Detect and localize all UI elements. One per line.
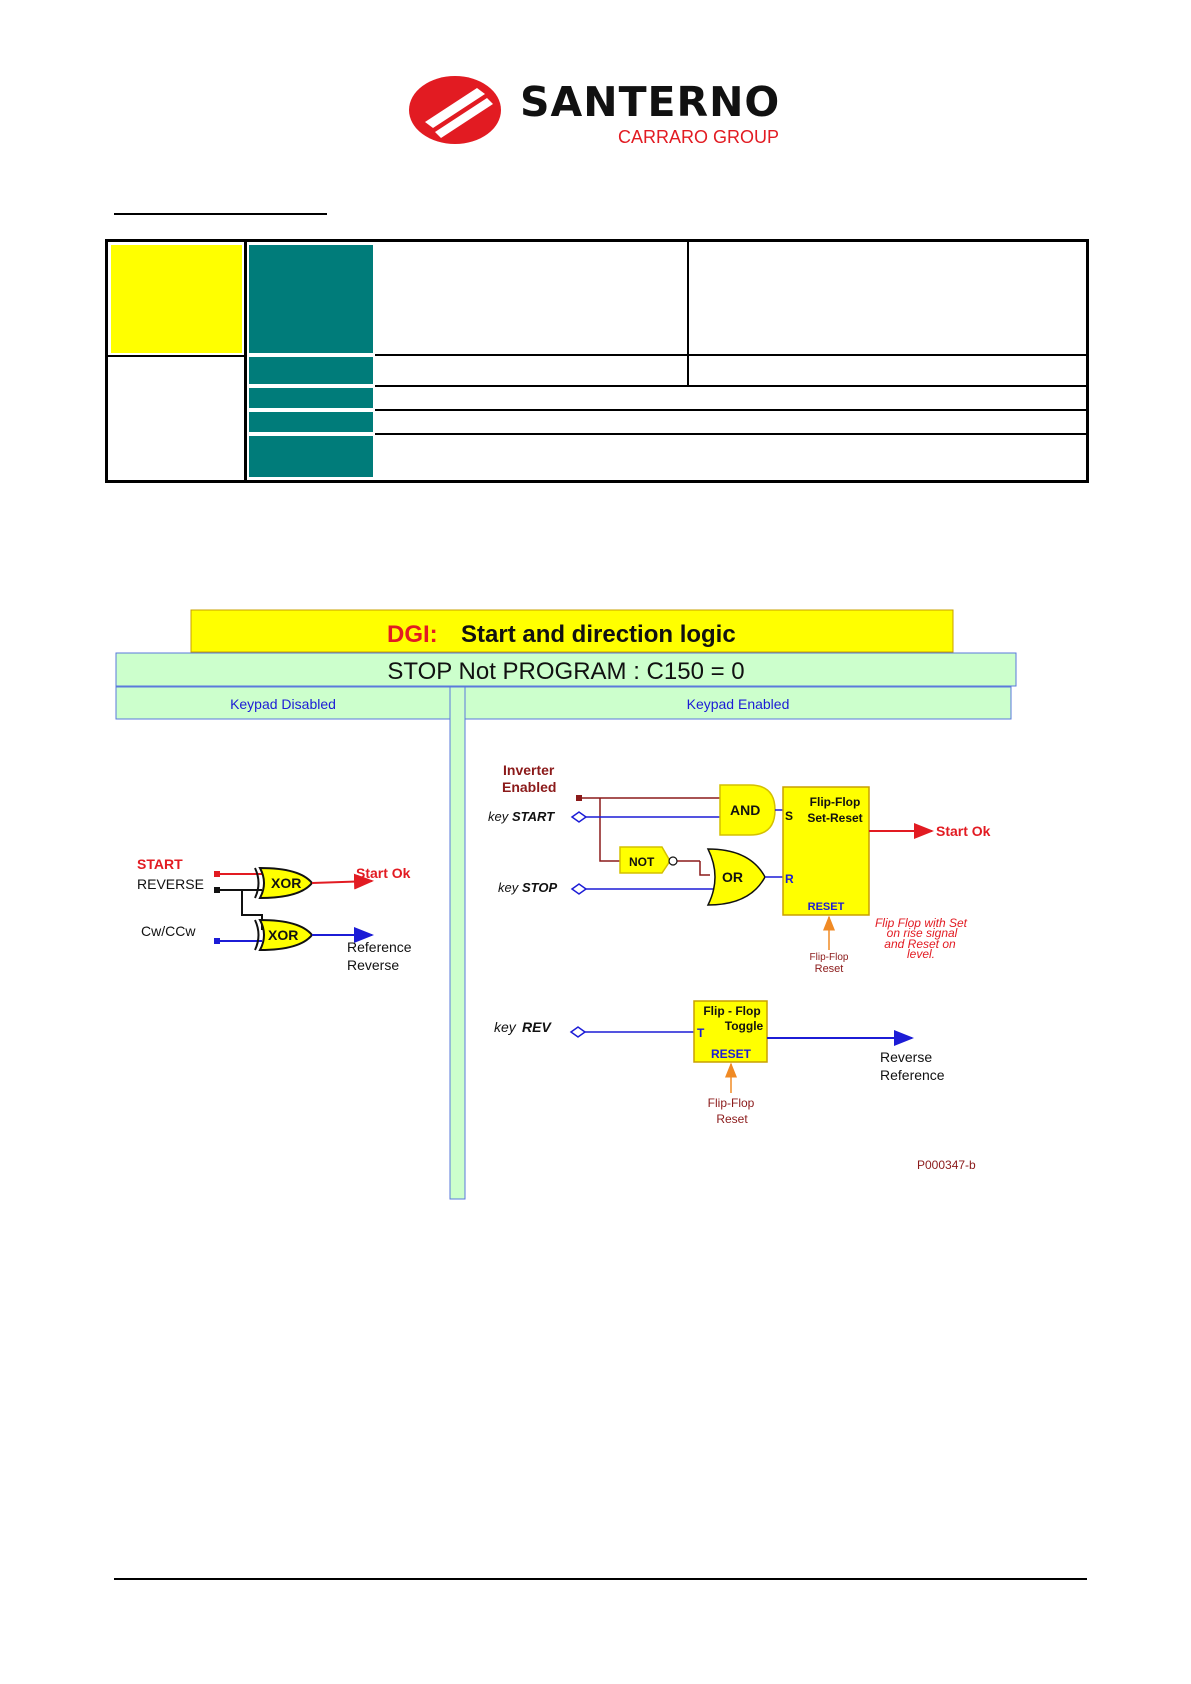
- cwccw-terminal: [214, 938, 220, 944]
- wire-not-to-or-2: [700, 861, 710, 875]
- and-gate: [720, 785, 775, 835]
- figure-code: P000347-b: [917, 1158, 976, 1172]
- ff-r-pin: R: [785, 872, 794, 886]
- reference-reverse-line1: Reference: [347, 939, 412, 955]
- xor-gate-2-label: XOR: [268, 927, 299, 943]
- reverse-reference-line2: Reference: [880, 1067, 945, 1083]
- inverter-enabled-line2: Enabled: [502, 779, 557, 795]
- santerno-emblem: [405, 70, 505, 150]
- panel-right-label: Keypad Enabled: [686, 696, 790, 712]
- reference-reverse-line2: Reverse: [347, 957, 400, 973]
- ff-sr-line1: Flip-Flop: [809, 795, 861, 809]
- diagram-subtitle: STOP Not PROGRAM : C150 = 0: [387, 658, 745, 685]
- key-start-label: START: [512, 809, 555, 824]
- panel-left-label: Keypad Disabled: [230, 696, 336, 712]
- ff-reset-b-line1: Flip-Flop: [707, 1096, 755, 1110]
- reverse-reference-line1: Reverse: [880, 1049, 933, 1065]
- inverter-enabled-terminal: [576, 795, 582, 801]
- diagram-title: Start and direction logic: [461, 621, 736, 648]
- divider: [244, 242, 247, 480]
- teal-cell: [249, 388, 373, 408]
- teal-cell: [249, 357, 373, 384]
- ff-reset-a-line1: Flip-Flop: [809, 952, 849, 963]
- divider: [687, 242, 689, 386]
- reverse-input-label: REVERSE: [137, 876, 204, 892]
- key-rev-prefix: key: [494, 1019, 516, 1035]
- ff-toggle-line2: Toggle: [724, 1019, 764, 1033]
- divider: [375, 385, 1089, 387]
- key-stop-prefix: key: [498, 880, 519, 895]
- yellow-cell: [111, 245, 242, 353]
- ff-toggle-reset: RESET: [710, 1047, 752, 1061]
- inverter-enabled-line1: Inverter: [503, 762, 555, 778]
- or-gate: [708, 849, 765, 905]
- teal-cell: [249, 412, 373, 432]
- wire-inverter-to-and: [582, 798, 725, 803]
- not-gate: [620, 847, 677, 873]
- header-rule: [114, 213, 327, 215]
- reverse-terminal: [214, 887, 220, 893]
- key-start-terminal: [572, 812, 586, 822]
- start-terminal: [214, 871, 220, 877]
- ff-reset-b-line2: Reset: [716, 1112, 748, 1126]
- ff-t-pin: T: [697, 1026, 705, 1040]
- and-gate-label: AND: [730, 802, 761, 818]
- divider: [375, 354, 1089, 356]
- ff-reset-a-line2: Reset: [814, 963, 844, 975]
- divider: [375, 409, 1089, 411]
- start-input-label: START: [137, 856, 183, 872]
- ff-toggle-line1: Flip - Flop: [703, 1004, 761, 1018]
- ff-note-line1: Flip Flop with Set: [874, 916, 968, 930]
- flip-flop-set-reset: [783, 787, 869, 915]
- divider: [375, 433, 1089, 435]
- panel-divider: [450, 687, 465, 1199]
- wire-inverter-to-not: [600, 798, 622, 861]
- ff-s-pin: S: [785, 809, 794, 823]
- key-start-prefix: key: [488, 809, 509, 824]
- teal-cell: [249, 436, 373, 477]
- xor-gate-2: [255, 920, 312, 950]
- start-ok-left-label: Start Ok: [356, 865, 411, 881]
- xor-gate-1: [255, 868, 312, 898]
- brand-group: CARRARO GROUP: [618, 127, 780, 147]
- start-ok-right-label: Start Ok: [936, 823, 991, 839]
- ff-note-line2: on rise signal: [886, 926, 958, 940]
- key-rev-label: REV: [522, 1019, 551, 1035]
- teal-cell: [249, 245, 373, 353]
- or-gate-label: OR: [722, 869, 743, 885]
- ff-note-line4: level.: [906, 947, 936, 961]
- ff-note-line3: and Reset on: [884, 937, 956, 951]
- key-stop-label: STOP: [522, 880, 558, 895]
- cwccw-input-label: Cw/CCw: [141, 923, 196, 939]
- title-code: DGI:: [387, 621, 438, 648]
- key-rev-terminal: [571, 1027, 585, 1037]
- xor-gate-1-label: XOR: [271, 875, 302, 891]
- key-stop-terminal: [572, 884, 586, 894]
- footer-rule: [114, 1578, 1087, 1580]
- ff-sr-reset: RESET: [807, 901, 845, 913]
- not-gate-label: NOT: [629, 855, 655, 869]
- brand-name: SANTERNO: [520, 78, 781, 126]
- flip-flop-toggle: [694, 1001, 767, 1062]
- ff-sr-line2: Set-Reset: [807, 811, 863, 825]
- wire-start-ok-left: [312, 881, 372, 883]
- divider: [108, 355, 245, 357]
- header-table: [105, 239, 1089, 483]
- start-direction-logic-diagram: [110, 605, 1022, 1205]
